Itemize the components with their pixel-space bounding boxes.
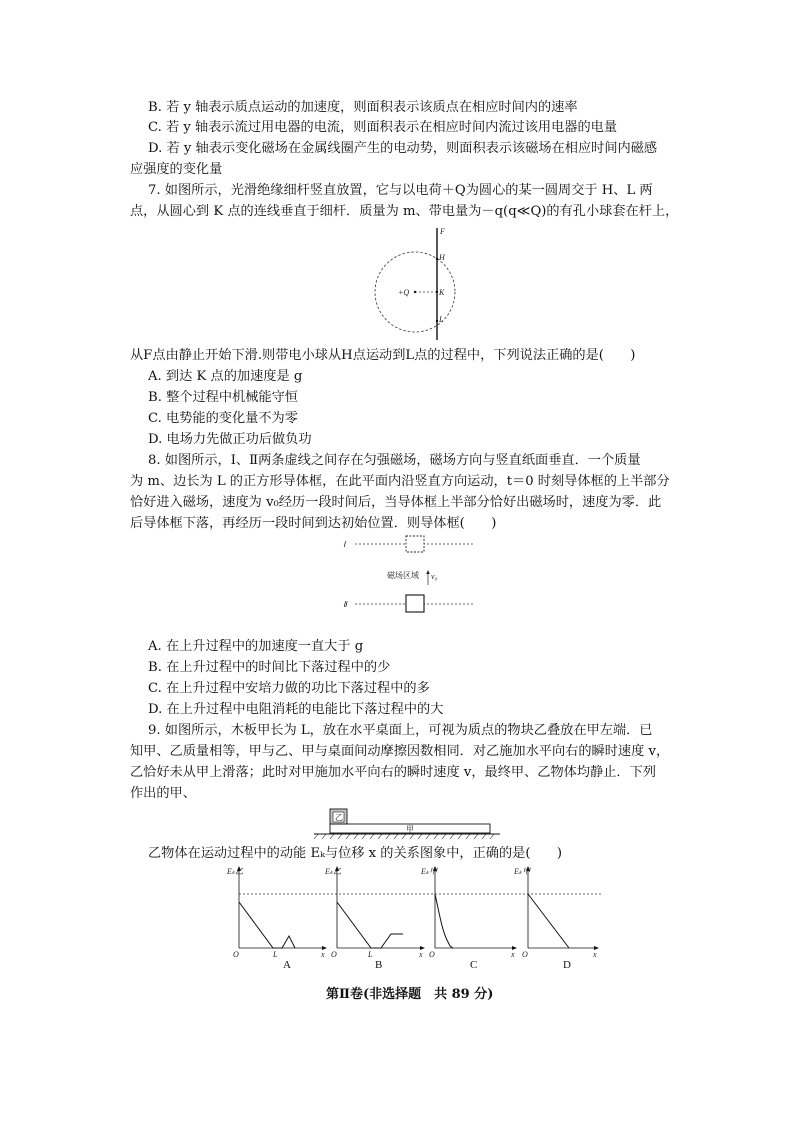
label-field-region: 磁场区域 [387,571,419,580]
q8-option-a: A. 在上升过程中的加速度一直大于 g [148,639,364,654]
graph-b-origin: O [331,950,337,959]
q7-option-d: D. 电场力先做正功后做负功 [148,432,312,447]
graph-c-curve [435,894,453,948]
graph-a-ylabel: Eₖ乙 [227,867,244,876]
graph-c-xlabel: x [511,950,515,959]
point-l [436,320,438,322]
graph-d-curve [528,894,569,948]
graph-b-label: B [375,959,383,971]
label-yi: 乙 [335,813,343,822]
label-plus-q: +Q [398,288,410,297]
q8-stem-line3: 恰好进入磁场，速度为 v₀经历一段时间后，当导体框上半部分恰好出磁场时，速度为零．此 [130,495,662,510]
graph-a-l: L [273,950,278,959]
graph-c-label: C [470,959,478,971]
graph-a [226,866,327,971]
q9-stem-line5: 乙物体在运动过程中的动能 Eₖ与位移 x 的关系图象中，正确的是( ) [148,846,562,861]
graph-b [324,866,425,971]
frame-top-dashed [406,536,424,552]
q8-option-d: D. 在上升过程中电阻消耗的电能比下落过程中的大 [148,702,444,717]
charge-point [414,291,416,293]
graph-b-l: L [368,950,373,959]
graph-a-xlabel: x [321,950,325,959]
q8-figure [340,532,480,616]
graph-a-curve [239,902,295,948]
label-line-1: Ⅰ [343,540,346,549]
graph-b-ylabel: Eₖ乙 [325,867,342,876]
label-l: L [439,315,444,324]
q7-option-a: A. 到达 K 点的加速度是 g [148,369,303,384]
q7-stem-line1: 7. 如图所示，光滑绝缘细杆竖直放置，它与以电荷＋Q为圆心的某一圆周交于 H、L 两 [148,183,653,198]
arrow-head-icon [426,570,430,574]
graph-a-origin: O [233,950,239,959]
q9-stem-line2: 知甲、乙质量相等，甲与乙、甲与桌面间动摩擦因数相同．对乙施加水平向右的瞬时速度 v， [130,744,670,759]
graph-a-label: A [283,959,291,971]
q7-stem-line2: 点，从圆心到 K 点的连线垂直于细杆．质量为 m、带电量为－q(q≪Q)的有孔小球套在杆上， [130,204,679,219]
graph-d [513,866,599,971]
q8-stem-line4: 后导体框下落，再经历一段时间到达初始位置．则导体框( ) [130,516,497,531]
graph-d-label: D [563,959,571,971]
q8-stem-line2: 为 m、边长为 L 的正方形导体框，在此平面内沿竖直方向运动，t＝0 时刻导体框的上半部分 [130,474,670,489]
q9-graphs [225,862,605,974]
graph-d-xlabel: x [593,950,597,959]
q8-stem-line1: 8. 如图所示，Ⅰ、Ⅱ两条虚线之间存在匀强磁场，磁场方向与竖直纸面垂直．一个质量 [148,453,641,468]
label-v0: v₀ [431,572,438,581]
q8-option-b: B. 在上升过程中的时间比下落过程中的少 [148,660,391,675]
label-jia: 甲 [406,825,414,834]
frame-bottom [406,595,424,612]
graph-d-origin: O [522,950,528,959]
label-f: F [440,227,445,236]
q7-stem-line3: 从F点由静止开始下滑.则带电小球从H点运动到L点的过程中，下列说法正确的是( ) [130,348,636,363]
graph-c-origin: O [429,950,435,959]
point-h [436,258,438,260]
label-line-2: Ⅱ [343,600,347,609]
q6-option-d-line2: 应强度的变化量 [130,162,223,177]
table-hatching [314,834,494,839]
q6-option-c: C. 若 y 轴表示流过用电器的电流，则面积表示在相应时间内流过该用电器的电量 [148,120,618,135]
q7-option-c: C. 电势能的变化量不为零 [148,411,298,426]
q9-stem-line3: 乙恰好未从甲上滑落；此时对甲施加水平向右的瞬时速度 v，最终甲、乙物体均静止．下列 [130,765,656,780]
q6-option-b: B. 若 y 轴表示质点运动的加速度，则面积表示该质点在相应时间内的速率 [148,100,578,115]
graph-b-curve [337,902,403,948]
graph-c [420,866,517,971]
section-2-title: 第Ⅱ卷(非选择题 共 89 分) [326,987,494,1002]
q7-option-b: B. 整个过程中机械能守恒 [148,390,298,405]
graph-d-ylabel: Eₖ甲 [514,867,531,876]
graph-c-ylabel: Eₖ甲 [421,867,438,876]
graph-b-xlabel: x [419,950,423,959]
q8-option-c: C. 在上升过程中安培力做的功比下落过程中的多 [148,681,430,696]
q9-figure [312,804,502,844]
label-k: K [439,288,445,297]
q6-option-d-line1: D. 若 y 轴表示变化磁场在金属线圈产生的电动势，则面积表示该磁场在相应时间内磁感 [148,141,658,156]
q9-stem-line1: 9. 如图所示，木板甲长为 L，放在水平桌面上，可视为质点的物块乙叠放在甲左端．已 [148,723,653,738]
point-k [436,291,438,293]
q7-figure [360,222,480,344]
q9-stem-line4: 作出的甲、 [130,786,196,801]
label-h: H [439,253,445,262]
